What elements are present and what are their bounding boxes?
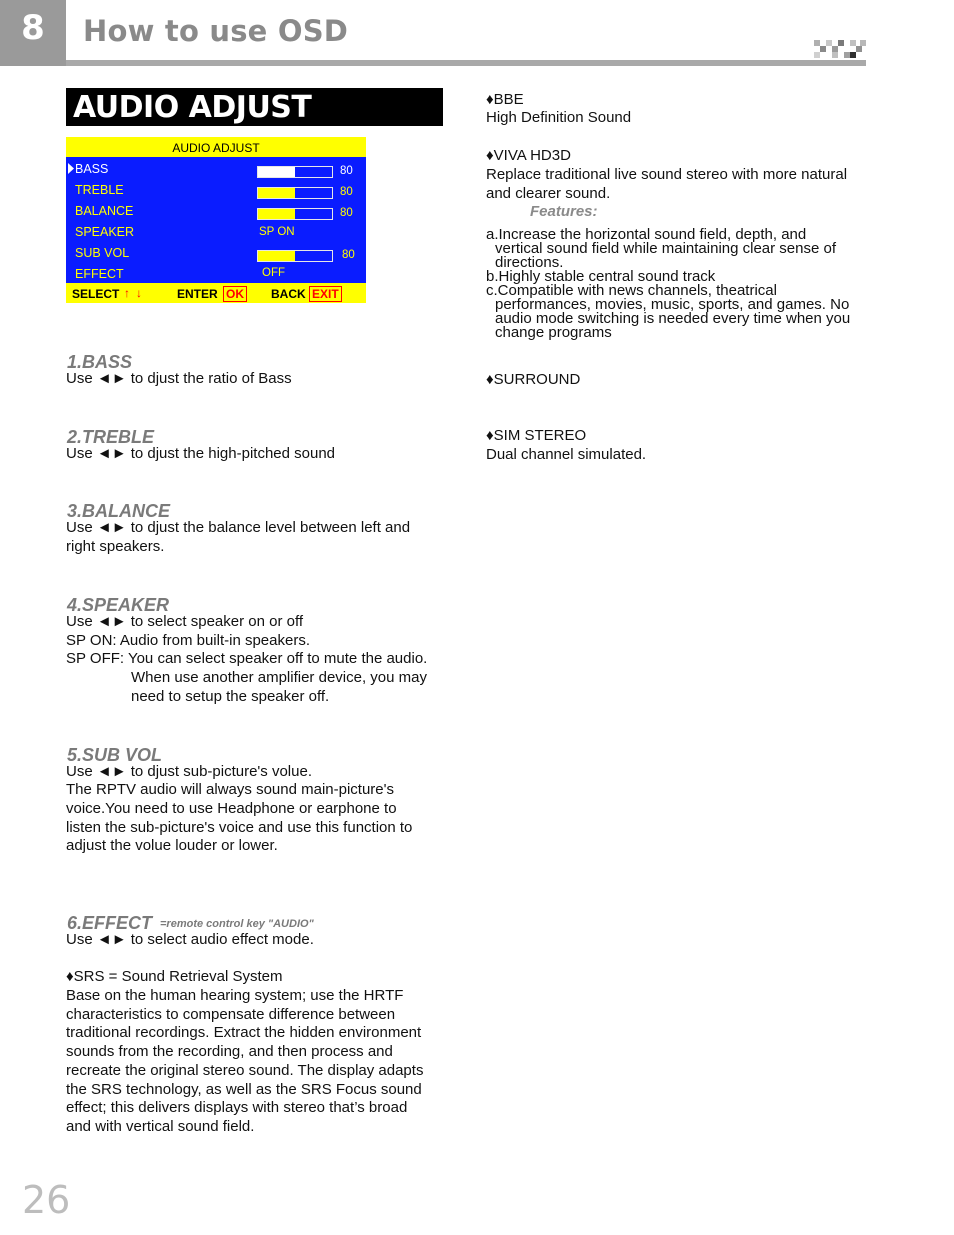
feature-line: directions.	[495, 254, 564, 271]
osd-row-label[interactable]: SUB VOL	[75, 246, 130, 260]
osd-row-label[interactable]: EFFECT	[75, 267, 124, 281]
viva-title: ♦VIVA HD3D	[486, 147, 571, 164]
speaker-line: need to setup the speaker off.	[131, 688, 330, 705]
osd-row-value: 80	[340, 207, 353, 219]
section-banner-title: AUDIO ADJUST	[73, 90, 312, 125]
osd-footer	[66, 286, 366, 302]
subvol-line: voice.You need to use Headphone or earphone to	[66, 800, 397, 817]
header-rule	[66, 60, 866, 66]
balance-heading: 3.BALANCE	[67, 501, 171, 521]
feature-line: performances, movies, music, sports, and games. No	[495, 296, 850, 313]
feature-line: c.Compatible with news channels, theatrical	[486, 282, 777, 299]
feature-line: vertical sound field while maintaining clear sense of	[495, 240, 837, 257]
subvol-line: Use ◄► to djust sub-picture's volue.	[66, 763, 312, 780]
osd-level-bar[interactable]	[257, 208, 333, 220]
osd-row-label[interactable]: SPEAKER	[75, 225, 135, 239]
feature-line: a.Increase the horizontal sound field, depth, and	[486, 226, 807, 243]
osd-menu	[66, 137, 366, 303]
down-arrow-icon: ↓	[136, 286, 142, 300]
bass-heading: 1.BASS	[67, 352, 133, 372]
srs-line: effect; this delivers displays with stereo that’s broad	[66, 1099, 408, 1116]
features-label: Features:	[530, 203, 598, 220]
effect-note: =remote control key "AUDIO"	[160, 918, 314, 930]
osd-select-label: SELECT	[72, 287, 120, 301]
srs-line: and with vertical sound field.	[66, 1118, 255, 1135]
osd-back-label: BACK	[271, 287, 306, 301]
subvol-line: The RPTV audio will always sound main-picture's	[66, 781, 395, 798]
page-title: How to use OSD	[83, 14, 349, 48]
speaker-line: Use ◄► to select speaker on or off	[66, 613, 304, 630]
srs-line: sounds from the recording, and then process and	[66, 1043, 393, 1060]
srs-line: Base on the human hearing system; use the HRTF	[66, 987, 404, 1004]
osd-enter-label: ENTER	[177, 287, 218, 301]
feature-line: b.Highly stable central sound track	[486, 268, 716, 285]
speaker-line: SP ON: Audio from built-in speakers.	[66, 632, 310, 649]
surround-title: ♦SURROUND	[486, 371, 581, 388]
viva-line: and clearer sound.	[486, 185, 611, 202]
osd-exit-key[interactable]: EXIT	[309, 286, 342, 302]
osd-ok-key[interactable]: OK	[223, 286, 247, 302]
simstereo-desc: Dual channel simulated.	[486, 446, 647, 463]
bbe-title: ♦BBE	[486, 91, 524, 108]
up-arrow-icon: ↑	[124, 286, 130, 300]
srs-title: ♦SRS = Sound Retrieval System	[66, 968, 283, 985]
osd-level-bar[interactable]	[257, 250, 333, 262]
chapter-number: 8	[21, 8, 45, 48]
speaker-heading: 4.SPEAKER	[67, 595, 170, 615]
osd-row-value: SP ON	[259, 226, 295, 238]
treble-line: Use ◄► to djust the high-pitched sound	[66, 445, 336, 462]
srs-line: recreate the original stereo sound. The display adapts	[66, 1062, 424, 1079]
subvol-line: listen the sub-picture's voice and use this function to	[66, 819, 413, 836]
osd-row-label[interactable]: BALANCE	[75, 204, 134, 218]
osd-row-value: 80	[340, 186, 353, 198]
balance-line: Use ◄► to djust the balance level between left and	[66, 519, 411, 536]
osd-body	[66, 157, 366, 283]
srs-line: characteristics to compensate difference between	[66, 1006, 396, 1023]
osd-level-bar[interactable]	[257, 166, 333, 178]
viva-line: Replace traditional live sound stereo with more natural	[486, 166, 848, 183]
feature-line: audio mode switching is needed every time when you	[495, 310, 851, 327]
osd-row-value: OFF	[262, 267, 285, 279]
speaker-line: When use another amplifier device, you may	[131, 669, 427, 686]
effect-line: Use ◄► to select audio effect mode.	[66, 931, 314, 948]
bbe-desc: High Definition Sound	[486, 109, 632, 126]
bass-line: Use ◄► to djust the ratio of Bass	[66, 370, 292, 387]
subvol-heading: 5.SUB VOL	[67, 745, 163, 765]
srs-line: the SRS technology, as well as the SRS Focus sound	[66, 1081, 422, 1098]
effect-heading: 6.EFFECT	[67, 913, 153, 933]
balance-line: right speakers.	[66, 538, 165, 555]
osd-title: AUDIO ADJUST	[172, 141, 260, 155]
osd-level-bar[interactable]	[257, 187, 333, 199]
subvol-line: adjust the volue louder or lower.	[66, 837, 278, 854]
osd-row-label[interactable]: BASS	[75, 162, 109, 176]
srs-line: traditional recordings. Extract the hidden environment	[66, 1024, 422, 1041]
simstereo-title: ♦SIM STEREO	[486, 427, 587, 444]
treble-heading: 2.TREBLE	[67, 427, 155, 447]
osd-row-value: 80	[340, 165, 353, 177]
speaker-line: SP OFF: You can select speaker off to mute the audio.	[66, 650, 428, 667]
feature-line: change programs	[495, 324, 612, 341]
page-number: 26	[22, 1178, 71, 1222]
checker-decoration-icon	[814, 38, 866, 60]
osd-row-value: 80	[342, 249, 355, 261]
selection-cursor-icon	[68, 163, 74, 174]
osd-row-label[interactable]: TREBLE	[75, 183, 124, 197]
